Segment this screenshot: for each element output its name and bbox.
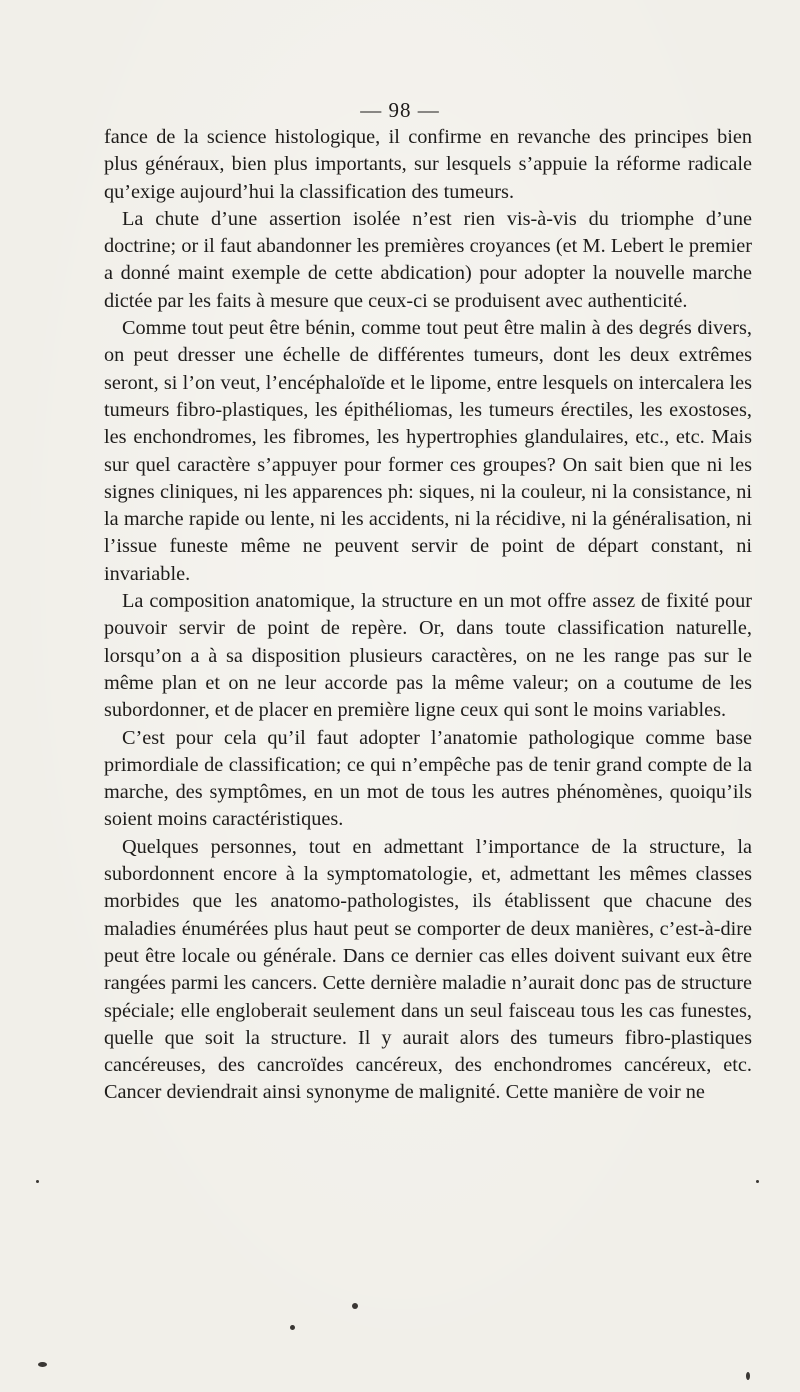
scan-speck [38, 1362, 47, 1367]
scan-speck [290, 1325, 295, 1330]
scan-speck [36, 1180, 39, 1183]
paragraph-5: C’est pour cela qu’il faut adopter l’anatomie pathologique comme base primordiale de classification; ce qui n’empêche pas de tenir grand compte de la marche, des symptômes, en un mot de tous les autres phénomènes, quoiqu’ils soient moins caractéristiques. [104, 726, 752, 831]
page-number: — 98 — [360, 98, 440, 122]
paragraph-6: Quelques personnes, tout en admettant l’importance de la structure, la subordonnent encore à la symptomatologie, et, admettant les mêmes classes morbides que les anatomo-pathologistes, ils établissent que chacune des maladies énumérées plus haut peut se comporter de deux manières, c’est-à-dire peut être locale ou générale. Dans ce dernier cas elles doivent suivant eux être rangées parmi les cancers. Cette dernière maladie n’aurait donc pas de structure spéciale; elle engloberait seulement dans un seul faisceau tous les cas funestes, quelle que soit la structure. Il y aurait alors des tumeurs fibro-plastiques cancéreuses, des cancroïdes cancéreux, des enchondromes cancéreux, etc. Cancer deviendrait ainsi synonyme de malignité. Cette manière de voir ne [104, 835, 752, 1104]
paragraph-2: La chute d’une assertion isolée n’est rien vis-à-vis du triomphe d’une doctrine; or il faut abandonner les premières croyances (et M. Lebert le premier a donné maint exemple de cette abdication) pour adopter la nouvelle marche dictée par les faits à mesure que ceux-ci se produisent avec authenticité. [104, 207, 752, 312]
paragraph-3: Comme tout peut être bénin, comme tout peut être malin à des degrés divers, on peut dresser une échelle de différentes tumeurs, dont les deux extrêmes seront, si l’on veut, l’encéphaloïde et le lipome, entre lesquels on intercalera les tumeurs fibro-plastiques, les épithéliomas, les tumeurs érectiles, les exostoses, les enchondromes, les fibromes, les hypertrophies glandulaires, etc., etc. Mais sur quel caractère s’appuyer pour former ces groupes? On sait bien que ni les signes cliniques, ni les apparences ph: siques, ni la couleur, ni la consistance, ni la marche rapide ou lente, ni les accidents, ni la récidive, ni la généralisation, ni l’issue funeste même ne peuvent servir de point de départ constant, ni invariable. [104, 317, 752, 585]
scan-speck [746, 1372, 750, 1380]
paragraph-4: La composition anatomique, la structure en un mot offre assez de fixité pour pouvoir servir de point de repère. Or, dans toute classification naturelle, lorsqu’on a à sa disposition plusieurs caractères, on ne les range pas sur le même plan et on ne leur accorde pas la même valeur; on a coutume de les subordonner, et de placer en première ligne ceux qui sont le moins variables. [104, 590, 752, 722]
paragraph-1: fance de la science histologique, il confirme en revanche des principes bien plus généraux, bien plus importants, sur lesquels s’appuie la réforme radicale qu’exige aujourd’hui la classification des tumeurs. [104, 126, 752, 203]
scan-speck [756, 1180, 759, 1183]
body-text [104, 124, 752, 1107]
scan-speck [352, 1303, 358, 1309]
